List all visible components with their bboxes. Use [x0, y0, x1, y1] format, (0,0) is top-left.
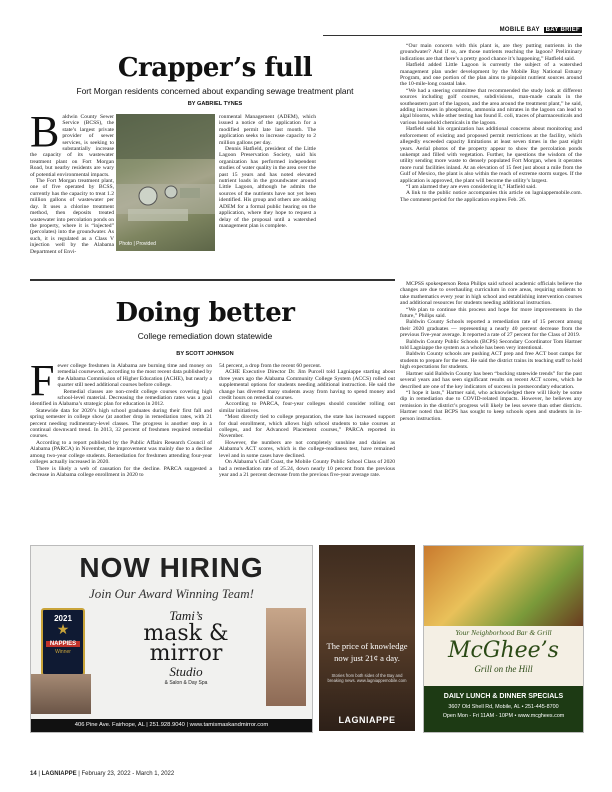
section-name: MOBILE BAY — [499, 27, 540, 33]
story1-col2 — [219, 114, 316, 272]
page-number: 14 — [30, 771, 37, 777]
paragraph: Remedial classes are non-credit college courses covering high school-level material. Decreasing the remediation rates was a goal identified in Alabama’s strategic plan for education in 2012. — [30, 388, 212, 408]
ad1-brand — [111, 608, 261, 686]
story1-headline: Crapper’s full — [117, 53, 313, 83]
paragraph: According to PARCA, four-year colleges should consider rolling out similar initiatives. — [219, 401, 395, 414]
story2-subheadline: College remediation down statewide — [137, 331, 273, 341]
paragraph: Hartner said Baldwin County has been “bucking statewide trends” for the past several years and has seen significant results on recent ACT scores, which he described are one of the key indicators of success in postsecondary education. — [400, 370, 582, 390]
ad1-now-hiring: NOW HIRING — [79, 552, 264, 583]
paragraph: aldwin County Sewer Service (BCSS), the state’s largest private provider of sewer services, is seeking to substantially increase the capacity of its wastewater treatment plant on Fort Morgan Road, but nearby residents are wary of potential environmental impacts. — [30, 114, 114, 178]
story2-byline: BY SCOTT JOHNSON — [176, 351, 234, 357]
paragraph: A link to the public notice accompanies this article on lagniappemobile.com. The comment period for the application expires Feb. 26. — [400, 190, 582, 203]
paragraph: Baldwin County schools are pushing ACT prep and free ACT boot camps for students to prepare for the test. He said the district trains its teaching staff to hold high expectations for students. — [400, 351, 582, 371]
ad3-sub: Grill on the Hill — [474, 664, 533, 674]
ad3-info-box — [424, 686, 583, 732]
brand-line4: Studio — [169, 664, 203, 679]
paragraph: According to a report published by the Public Affairs Research Council of Alabama (PARCA) in November, the improvement was mainly due to a decline among two-year college students. Remediation for freshmen attending four-year colleges actually increased in 2020. — [30, 439, 212, 466]
ad2-line1: The price of knowledge — [326, 641, 408, 651]
stylist-photo — [266, 608, 306, 706]
badge-year: 2021 — [54, 614, 72, 623]
stylist-photo — [31, 674, 91, 714]
ad3-tagline: Your Neighborhood Bar & Grill — [455, 628, 552, 637]
paragraph: There is likely a web of causation for the decline. PARCA suggested a decrease in Alabama college enrollment in 2020 to — [30, 465, 212, 478]
header-rule — [323, 35, 582, 36]
story1-subheadline: Fort Morgan residents concerned about expanding sewage treatment plant — [76, 86, 354, 96]
paragraph: Baldwin County Schools reported a remediation rate of 15 percent among their 2020 graduates — representing a nearly 40 percent decrease from the previous five-year average. It reported a rate of 27 percent for the Class of 2019. — [400, 319, 582, 339]
ad3-name: McGhee’s — [448, 638, 559, 663]
paragraph: 54 percent, a drop from the recent 60 percent. — [219, 363, 322, 369]
paragraph: “Our main concern with this plant is, are they putting nutrients in the groundwater? And if so, are those nutrients reaching the lagoon? Preliminary indications are that there’s a pretty good chance it’s happening,” Hatfield said. — [400, 43, 582, 62]
photo-credit: Photo | Provided — [119, 241, 156, 247]
paragraph: “I hope it lasts,” Hartner said, who acknowledged there will likely be some dip in remediation due to COVID-related impacts. However, he believes any remission in the district’s progress will likely be less severe than other districts. Hartner noted that BCPS has sought to keep schools open and students in in-person instruction. — [400, 389, 582, 422]
section-tag: BAY BRIEF — [545, 27, 580, 33]
ad3-specials: DAILY LUNCH & DINNER SPECIALS — [443, 693, 564, 700]
ad1-join-team: Join Our Award Winning Team! — [89, 586, 254, 601]
paragraph: ewer college freshmen in Alabama are burning time and money on remedial coursework, according to the most recent data published by the Alabama Commission of Higher Education (ACHE), but nearly a quarter still need additional courses before college. — [57, 363, 212, 389]
nappies-badge — [41, 608, 85, 676]
food-photo — [424, 546, 583, 626]
star-icon: ★ — [56, 623, 70, 638]
badge-sub: Winner — [55, 649, 71, 655]
issue-dates: February 23, 2022 - March 1, 2022 — [81, 771, 175, 777]
paragraph: ACHE Executive Director Dr. Jim Purcell told Lagniappe starting about three years ago the Alabama Community College System (ACCS) rolled out supplemental options for students needing additional instruction. He said the change has diverted many students away from having to spend money and credit hours on remedial courses. — [219, 369, 395, 402]
paragraph: “We had a steering committee that recommended the study look at different sources including golf courses, subdivisions, man-made canals in the southeastern part of the lagoon, and the area around the treatment plant,” he said, adding increases in phosphorus, ammonia and nitrates in the lagoon can lead to algal blooms, while other testing has found E. coli, traces of pharmaceuticals and various household chemicals in the lagoon. — [400, 87, 582, 126]
ad2-logo: LAGNIAPPE — [338, 715, 396, 725]
ad2-small: Stories from both sides of the Bay and breaking news. www.lagniappemobile.com — [327, 673, 407, 683]
story2-col2 — [219, 363, 395, 538]
publication-name: LAGNIAPPE — [41, 771, 77, 777]
section-header — [500, 27, 582, 33]
paragraph: ronmental Management (ADEM), which issued a notice of the application for a modified permit late last month. The application seeks to increase capacity to 2 million gallons per day. — [219, 114, 316, 146]
ad1-footer: 406 Pine Ave. Fairhope, AL | 251.928.9040 | www.tamismaskandmirror.com — [31, 719, 312, 732]
story1-byline: BY GABRIEL TYNES — [187, 101, 243, 107]
brand-line1: Tami’s — [169, 608, 203, 623]
paragraph: Baldwin County Public Schools (BCPS) Secondary Coordinator Tom Hartner told Lagniappe the system as a whole has been very intentional. — [400, 338, 582, 352]
brand-line2: mask & — [143, 621, 229, 646]
story2-headline: Doing better — [115, 298, 295, 328]
badge-text: NAPPIES — [46, 641, 80, 647]
ad3-address: 3607 Old Shell Rd, Mobile, AL • 251-445-8700 — [448, 704, 559, 710]
ad-lagniappe[interactable] — [319, 545, 415, 731]
story1-col1-overflow — [30, 224, 213, 266]
paragraph: On Alabama’s Gulf Coast, the Mobile County Public School Class of 2020 had a remediation rate of 25.24, down nearly 10 percent from the previous year and a 21 percent decrease from the previous five-year average rate. — [219, 459, 395, 478]
paragraph: MCPSS spokesperson Rena Philips said school academic officials believe the changes are due to overhauling curriculum in core areas, requiring students to take mathematics every year in high school and establishing intervention courses and additional resources for students needing additional instruction. — [400, 281, 582, 307]
story2-dropcap: F — [30, 363, 55, 405]
brand-line3: mirror — [149, 641, 223, 666]
brand-small: & Salon & Day Spa — [164, 680, 208, 686]
paragraph: The Fort Morgan treatment plant, one of five operated by BCSS, currently has the capacity to treat 1.2 million gallons of wastewater per day. It uses a chlorine treatment method, then deposits treated wastewater into percolation ponds on the property, where it is “injected” (percolates) into the groundwater. As such, it is regulated as a Class V injection well by the Alabama Department of Envi- — [30, 178, 114, 255]
story1-col1 — [30, 107, 114, 255]
ad-mcghees[interactable] — [423, 545, 584, 733]
ad3-hours: Open Mon - Fri 11AM - 10PM • www.mcghees.com — [442, 713, 565, 719]
ad2-line2: now just 21¢ a day. — [334, 653, 400, 663]
paragraph: Statewide data for 2020’s high school graduates during their first fall and spring semester in college show (at another drop in remediation rates, with 21 percent needing rudimentary-level classes. The progress is another step in a continual downward trend. In 2013, 32 percent of freshmen required remedial courses. — [30, 407, 212, 440]
story2-col3 — [400, 281, 582, 538]
paragraph: Hatfield added Little Lagoon is currently the subject of a watershed management plan under development by the Mobile Bay National Estuary Program, and one portion of the plan aims to pinpoint nutrient sources around the 10-mile-long coastal lake. — [400, 62, 582, 88]
story1-col3 — [400, 43, 582, 273]
story-divider — [30, 279, 395, 281]
paragraph: Dennis Hatfield, president of the Little Lagoon Preservation Society, said his organization has performed independent studies of water quality in the area over the past 15 years and has noted elevated nutrient loads in the groundwater around Little Lagoon, although he admits the sources of the nutrients have not yet been identified. His group and others are asking ADEM for a formal public hearing on the application, where they hope to request a delay of the proposal until a watershed management plan is complete. — [219, 146, 316, 229]
story1-dropcap: B — [30, 107, 60, 156]
paragraph: “Most directly tied to college preparation, the state has increased support for dual enrollment, which allows high school students to take courses at colleges, and for Advanced Placement courses,” PARCA reported in November. — [219, 414, 395, 440]
paragraph: “I am alarmed they are even considering it,” Hatfield said. — [406, 183, 537, 190]
ad-tamis-mask-mirror[interactable] — [30, 545, 313, 733]
paragraph: Hatfield said his organization has additional concerns about monitoring and enforcement of existing and proposed permit restrictions at the facility, which allegedly exceeded capacity limitations at least seven times in the past eight years. Aerial photos of the property appear to show the percolation ponds unkempt and filled with vegetation. Further, he questions the wisdom of the utility sending more waste to densely populated Fort Morgan, when it operates more rural facilities inland. At an elevation of 15 feet just about a mile from the Gulf of Mexico, the plant is also within the reach of extreme storm surges. If the application is approved, the plant will become the utility’s largest. — [400, 126, 582, 184]
page-footer: 14 | LAGNIAPPE | February 23, 2022 - March 1, 2022 — [30, 771, 175, 777]
story2-col1 — [30, 363, 212, 538]
paragraph: “We plan to continue this process and hope for more improvements in the future,” Philips said. — [400, 306, 582, 320]
paragraph: However, the numbers are not completely sunshine and daisies as Alabama’s ACT scores, which is the college-readiness test, have remained level and in some cases have declined. — [219, 439, 395, 459]
